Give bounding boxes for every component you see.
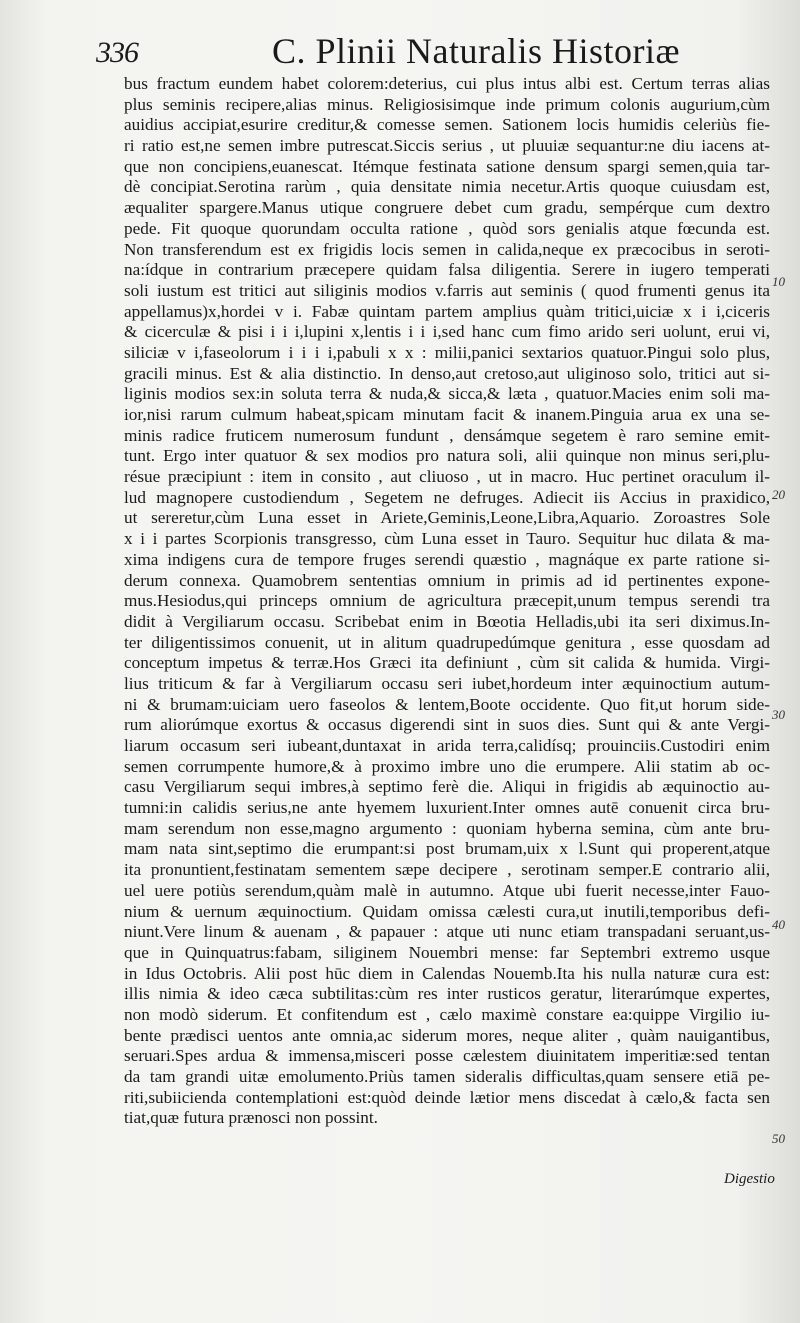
text-line: siliciæ v i,faseolorum i i i i,pabuli x x : milii,panici sextarios quatuor.Pingui solo plus,	[124, 342, 770, 362]
text-line: auidius accipiat,esurire creditur,& comesse semen. Sationem locis humidis celeriùs fie-	[124, 115, 770, 135]
text-line: ita pronuntient,festinatam sementem sæpe decipere , serotinam semper.E contrario alii,	[124, 860, 770, 880]
text-line: Non transferendum est ex frigidis locis semen in calida,neque ex præcocibus in seroti-	[124, 239, 770, 259]
text-line: mam serendum non esse,magno argumento : quoniam hyberna semina, cùm ante bru-	[124, 818, 770, 838]
page-header	[0, 26, 800, 76]
text-line: tiat,quæ futura prænosci non possint.	[124, 1108, 378, 1128]
text-line: ri ratio est,ne semen imbre putrescat.Siccis serius , ut pluuiæ sequantur:ne diu iacens at-	[124, 136, 770, 156]
text-line: dè concipiat.Serotina rarùm , quia densitate nimia necetur.Artis quoque cuiusdam est,	[124, 177, 770, 197]
text-line: appellamus)x,hordei v i. Fabæ quintam partem amplius quàm tritici,uiciæ x i i,ciceris	[124, 301, 770, 321]
text-line: plus seminis recipere,alias minus. Religiosisimque inde primum colonis augurium,cùm	[124, 94, 770, 114]
main-text	[124, 74, 770, 1129]
text-line: bus fractum eundem habet colorem:deterius, cui plus intus albi est. Certum terras alias	[124, 74, 770, 93]
text-line: lius triticum & far à Vergiliarum occasu seri iubet,hordeum inter æquinoctium autum-	[124, 673, 770, 693]
text-line: mus.Hesiodus,qui princeps omnium de agricultura præcepit,unum tempus serendi tra	[124, 591, 770, 611]
text-line: ut sereretur,cùm Luna esset in Ariete,Geminis,Leone,Libra,Aquario. Zoroastres Sole	[124, 508, 770, 528]
text-line: lud magnopere custodiendum , Segetem ne defruges. Adiecit iis Accius in praxidico,	[124, 487, 770, 507]
margin-line-number: 30	[772, 707, 785, 722]
margin-line-number: 20	[772, 487, 785, 502]
text-line: uel uere potiùs serendum,quàm malè in autumno. Atque ubi fuerit necesse,inter Fauo-	[124, 880, 770, 900]
text-line: rum aliorúmque exortus & occasus digerendi sint in suos dies. Sunt qui & ante Vergi-	[124, 715, 770, 735]
text-line: tunt. Ergo inter quatuor & sex modios pro natura soli, alii quinque non minus seri,plu-	[124, 446, 770, 466]
text-line: ni & brumam:uiciam uero faseolos & lentem,Boote occidente. Quo fit,ut horum side-	[124, 694, 770, 714]
text-line: didit à Vergiliarum occasu. Scribebat enim in Bœotia Helladis,ubi ita seri diximus.In-	[124, 611, 770, 631]
text-line: conceptum impetus & terræ.Hos Græci ita definiunt , cùm sit calida & humida. Virgi-	[124, 653, 770, 673]
text-line: seruari.Spes ardua & immensa,misceri posse cælestem diuinitatem imperitiæ:sed tentan	[124, 1046, 770, 1066]
text-line: æqualiter spargere.Manus utique congruere debet cum gradu, sempérque cum dextro	[124, 198, 770, 218]
text-line: liginis modios sex:in soluta terra & nuda,& sicca,& læta , quatuor.Macies enim soli ma-	[124, 384, 770, 404]
text-line: soli iustum est tritici aut siliginis modios v.farris aut seminis ( quod frumenti genus ita	[124, 280, 770, 300]
text-line: na:ídque in contrarium præcepere quidam falsa diligentia. Serere in iugero temperati	[124, 260, 770, 280]
text-line: résue præcipiunt : item in consito , aut cliuoso , ut in macro. Huc pertinet oraculum il-	[124, 467, 770, 487]
text-line: tumni:in calidis serius,ne ante hyemem luxurient.Inter omnes autē conuenit circa bru-	[124, 798, 770, 818]
text-line: & cicerculæ & pisi i i i,lupini x,lentis i i i,sed hanc cum fimo arido seri uolunt, erui vi,	[124, 322, 770, 342]
text-line: mam nata sint,septimo die erumpant:si post brumam,uix x l.Sunt qui properent,atque	[124, 839, 770, 859]
text-line: da tam grandi uitæ emolumento.Priùs tamen sideralis difficultas,quam sensere etiā pe-	[124, 1067, 770, 1086]
text-line: nium & uernum æquinoctium. Quidam omissa cælesti cura,ut inutili,temporibus defi-	[124, 901, 770, 921]
text-line: casu Vergiliarum sequi imbres,à septimo ferè die. Aliqui in frigidis ab æquinoctio au-	[124, 777, 770, 797]
text-line: riti,subiicienda contemplationi est:quòd deinde lætior mens discedat à cælo,& facta sen	[124, 1087, 770, 1107]
text-line: pede. Fit quoque quorundam occulta ratione , quòd sors genialis atque fœcunda est.	[124, 218, 770, 238]
text-line: ior,nisi rarum culmum habeat,spicam minutam facit & inanem.Pinguia arua ex una se-	[124, 405, 770, 424]
margin-line-number: 10	[772, 274, 785, 289]
text-line: niunt.Vere linum & auenam , & papauer : atque uti nunc etiam transpadani seruant,us-	[124, 922, 770, 942]
text-line: non modò siderum. Et confitendum est , cælo maximè constare ea:quippe Virgilio iu-	[124, 1004, 770, 1024]
text-line: liarum occasum seri iubeant,duntaxat in arida terra,calidísq; prouinciis.Custodiri enim	[124, 736, 770, 755]
text-line: que non concipiens,euanescat. Itémque festinata satione densum spargi semen,quia tar-	[124, 156, 770, 176]
page-number: 336	[96, 36, 138, 69]
text-line: derum connexa. Quamobrem sententias omnium in primis ad id pertinentes expone-	[124, 570, 770, 590]
text-line: que in Quinquatrus:fabam, siliginem Nouembri mense: far Septembri extremo usque	[124, 942, 770, 962]
text-line: xima indigens cura de tempore fruges serendi quæstio , magnáque ex parte ratione si-	[124, 549, 770, 569]
text-line: minis radice fruticem numerosum fundunt , densámque segetem è raro semine emit-	[124, 425, 770, 445]
text-line: bente prædisci uentos ante omnia,ac siderum mores, neque aliter , quàm nauigantibus,	[124, 1025, 770, 1045]
catchword: Digestio	[724, 1171, 775, 1187]
text-line: in Idus Octobris. Alii post hūc diem in Calendas Nouemb.Ita his nulla naturæ cura est:	[124, 963, 770, 983]
margin-line-number: 40	[772, 917, 785, 932]
margin-line-number: 50	[772, 1131, 785, 1146]
text-line: gracili minus. Est & alia distinctio. In denso,aut cretoso,aut uliginoso solo, tritici aut si-	[124, 363, 770, 383]
running-title: C. Plinii Naturalis Historiæ	[272, 31, 681, 71]
text-line: semen corrumpente humore,& à proximo imbre uno die erumpere. Alii statim ab oc-	[124, 756, 770, 776]
text-line: x i i partes Scorpionis transgresso, cùm Luna esset in Tauro. Sequitur huc dilata & ma-	[124, 529, 770, 549]
text-line: illis nimia & ideo cæca subtilitas:cùm res inter rusticos geratur, literarúmque expertes,	[124, 984, 770, 1004]
text-line: ter diligentissimos conuenit, ut in alitum quadrupedúmque genitura , esse quosdam ad	[124, 632, 770, 652]
